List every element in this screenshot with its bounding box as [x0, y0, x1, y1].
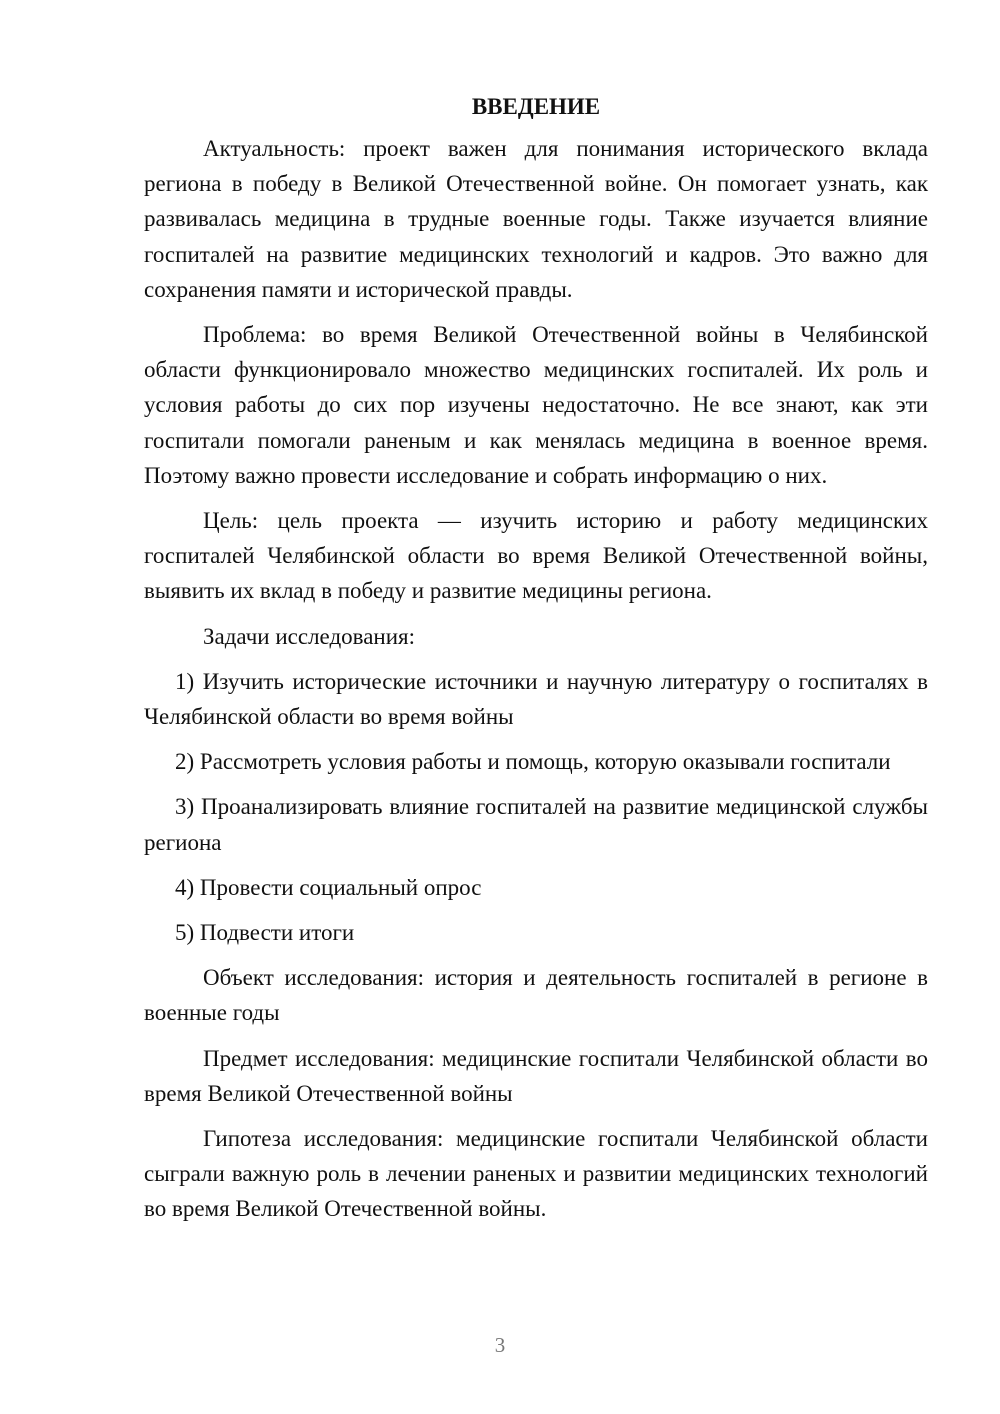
problem-paragraph: Проблема: во время Великой Отечественной войны в Челябинской области функционировало множество медицинских госпиталей. Их роль и условия работы до сих пор изучены недостаточно. Не все знают, как эти госпитали помогали раненым и как менялась медицина в военное время. Поэтому важно провести исследование и собрать информацию о них.: [144, 322, 928, 488]
tasks-heading: Задачи исследования:: [203, 623, 416, 649]
task-item-3: 3) Проанализировать влияние госпиталей на развитие медицинской службы региона: [144, 794, 928, 855]
document-page: [144, 90, 928, 1227]
object-paragraph: Объект исследования: история и деятельность госпиталей в регионе в военные годы: [144, 965, 928, 1026]
task-item-5: 5) Подвести итоги: [175, 920, 355, 946]
task-item-1: 1) Изучить исторические источники и научную литературу о госпиталях в Челябинской области во время войны: [144, 668, 928, 730]
relevance-paragraph: Актуальность: проект важен для понимания исторического вклада региона в победу в Великой Отечественной войне. Он помогает узнать, как развивалась медицина в трудные военные годы. Также изучается влияние госпиталей на развитие медицинских технологий и кадров. Это важно для сохранения памяти и исторической правды.: [144, 136, 928, 302]
page-number: 3: [494, 1333, 506, 1357]
goal-paragraph: Цель: цель проекта — изучить историю и работу медицинских госпиталей Челябинской области во время Великой Отечественной войны, выявить их вклад в победу и развитие медицины региона.: [144, 508, 928, 604]
section-title: ВВЕДЕНИЕ: [471, 94, 601, 119]
task-item-4: 4) Провести социальный опрос: [175, 874, 482, 900]
subject-paragraph: Предмет исследования: медицинские госпитали Челябинской области во время Великой Отечественной войны: [144, 1045, 928, 1106]
task-item-2: 2) Рассмотреть условия работы и помощь, которую оказывали госпитали: [175, 749, 891, 775]
hypothesis-paragraph: Гипотеза исследования: медицинские госпитали Челябинской области сыграли важную роль в лечении раненых и развитии медицинских технологий во время Великой Отечественной войны.: [144, 1126, 928, 1222]
